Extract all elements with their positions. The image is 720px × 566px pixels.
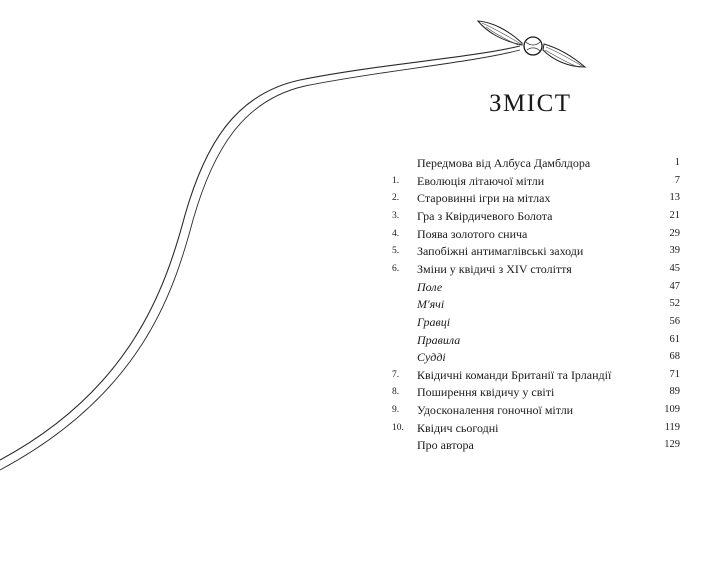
toc-entry xyxy=(0,189,720,207)
toc-entry-page-number: 1 xyxy=(674,157,680,168)
toc-entry-title: Судді xyxy=(417,350,446,365)
toc-entry xyxy=(0,436,720,454)
toc-entry xyxy=(0,260,720,278)
toc-entry-number: 3. xyxy=(392,210,400,221)
toc-entry-page-number: 13 xyxy=(669,192,680,204)
toc-entry-number: 5. xyxy=(392,246,400,257)
toc-entry-page-number: 119 xyxy=(664,421,680,433)
toc-entry-number: 2. xyxy=(392,193,400,204)
toc-entry xyxy=(0,172,720,190)
toc-entry-page-number: 39 xyxy=(669,245,680,257)
toc-entry xyxy=(0,331,720,349)
toc-entry-page-number: 109 xyxy=(664,404,680,416)
toc-entry-title: Еволюція літаючої мітли xyxy=(417,173,545,188)
toc-entry xyxy=(0,401,720,419)
toc-entry-title: Поширення квідичу у світі xyxy=(417,385,555,400)
toc-entry-title: Гравці xyxy=(417,314,451,329)
toc-entry-title: Гра з Квірдичевого Болота xyxy=(417,208,553,223)
toc-entry xyxy=(0,154,720,172)
toc-entry xyxy=(0,278,720,296)
toc-entry-number: 6. xyxy=(392,263,400,274)
toc-entry-page-number: 61 xyxy=(669,333,680,345)
toc-entry-title: Квідич сьогодні xyxy=(417,420,499,435)
toc-entry-title: Поява золотого снича xyxy=(417,226,528,241)
toc-entry-title: Поле xyxy=(417,279,443,294)
toc-entry-page-number: 47 xyxy=(669,280,680,292)
toc-entry-number: 10. xyxy=(392,422,404,433)
toc-entry-title: М'ячі xyxy=(417,297,445,312)
toc-entry-page-number: 68 xyxy=(669,351,680,363)
toc-entry xyxy=(0,366,720,384)
toc-entry-page-number: 89 xyxy=(669,386,680,398)
toc-entry-title: Правила xyxy=(417,332,461,347)
toc-entry-page-number: 7 xyxy=(674,174,680,186)
toc-entry xyxy=(0,348,720,366)
toc-entry-title: Старовинні ігри на мітлах xyxy=(417,191,551,206)
toc-entry-page-number: 21 xyxy=(669,209,680,221)
toc-entry xyxy=(0,295,720,313)
toc-entry xyxy=(0,242,720,260)
toc-entry-title: Про автора xyxy=(417,438,474,453)
toc-entry xyxy=(0,313,720,331)
toc-entry-number: 9. xyxy=(392,405,400,416)
toc-entry-number: 7. xyxy=(392,369,400,380)
toc-entry-number: 8. xyxy=(392,387,400,398)
page-title: ЗМІСТ xyxy=(489,90,572,117)
toc-entry xyxy=(0,383,720,401)
toc-entry-page-number: 71 xyxy=(669,368,680,380)
toc-entry-title: Запобіжні антимаглівські заходи xyxy=(417,244,584,259)
toc-entry-title: Передмова від Албуса Дамблдора xyxy=(417,156,591,170)
toc-entry-page-number: 56 xyxy=(669,315,680,327)
toc-entry-number: 1. xyxy=(392,175,400,186)
toc-entry-page-number: 45 xyxy=(669,262,680,274)
toc-entry xyxy=(0,225,720,243)
toc-entry xyxy=(0,419,720,437)
toc-entry-page-number: 52 xyxy=(669,298,680,310)
toc-entry-page-number: 29 xyxy=(669,227,680,239)
toc-entry-number: 4. xyxy=(392,228,400,239)
toc-entry-title: Удосконалення гоночної мітли xyxy=(417,403,574,418)
toc-entry xyxy=(0,207,720,225)
toc-entry-title: Квідичні команди Британії та Ірландії xyxy=(417,367,612,382)
toc-entry-title: Зміни у квідичі з XIV століття xyxy=(417,261,572,276)
toc-entry-page-number: 129 xyxy=(664,439,680,451)
